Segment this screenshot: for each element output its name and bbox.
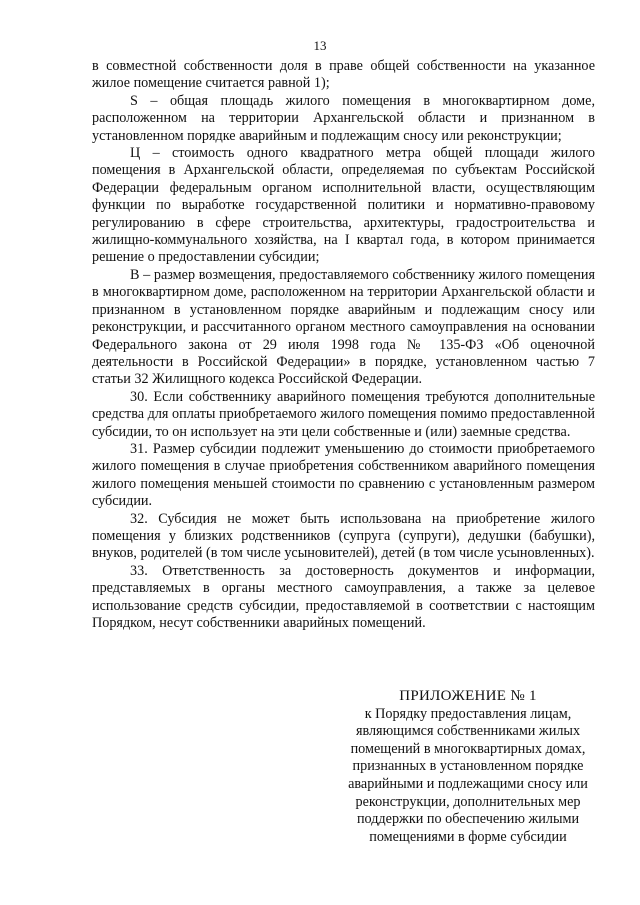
document-body (92, 58, 595, 632)
appendix-line: являющимся собственниками жилых (355, 723, 581, 740)
appendix-line: к Порядку предоставления лицам, (364, 705, 572, 722)
page-number: 13 (313, 38, 327, 53)
paragraph-item-32: 32. Субсидия не может быть использована на приобретение жилого помещения у близких родственников (супруга (супруги), дедушки (бабушки), внуков, родителей (в том числе усыновителей), детей (в том числе усыновленных). (92, 510, 595, 562)
appendix-line: признанных в установленном порядке (352, 758, 584, 775)
appendix-line: помещений в многоквартирных домах, (350, 740, 586, 757)
appendix-line: помещениями в форме субсидии (369, 828, 567, 845)
appendix-block (330, 688, 606, 846)
paragraph-definition-v: В – размер возмещения, предоставляемого собственнику жилого помещения в многоквартирном доме, расположенном на территории Архангельской области и признанном в установленном порядке аварийным и подлежащим сносу или реконструкции, и рассчитанного органом местного самоуправления на основании Федерального закона от 29 июля 1998 года № 135-ФЗ «Об оценочной деятельности в Российской Федерации» в порядке, установленном частью 7 статьи 32 Жилищного кодекса Российской Федерации. (92, 266, 595, 388)
appendix-line: поддержки по обеспечению жилыми (356, 811, 580, 828)
appendix-title: ПРИЛОЖЕНИЕ № 1 (399, 688, 537, 704)
paragraph-item-30: 30. Если собственнику аварийного помещения требуются дополнительные средства для оплаты приобретаемого жилого помещения помимо предоставленной субсидии, то он использует на эти цели собственные и (или) заемные средства. (92, 388, 595, 440)
paragraph-continuation: в совместной собственности доля в праве общей собственности на указанное жилое помещение считается равной 1); (92, 58, 595, 92)
paragraph-item-31: 31. Размер субсидии подлежит уменьшению до стоимости приобретаемого жилого помещения в случае приобретения собственником аварийного помещения жилого помещения меньшей стоимости по сравнению с установленным размером субсидии. (92, 440, 595, 510)
appendix-line: аварийными и подлежащими сносу или (348, 775, 588, 792)
paragraph-definition-s: S – общая площадь жилого помещения в многоквартирном доме, расположенном на территории Архангельской области и признанном в установленном порядке аварийным и подлежащим сносу или реконструкции; (92, 92, 595, 144)
paragraph-item-33: 33. Ответственность за достоверность документов и информации, представляемых в органы местного самоуправления, а также за целевое использование средств субсидии, предоставляемой в соответствии с настоящим Порядком, несут собственники аварийных помещений. (92, 562, 595, 631)
appendix-line: реконструкции, дополнительных мер (355, 793, 581, 810)
paragraph-definition-c: Ц – стоимость одного квадратного метра общей площади жилого помещения в Архангельской области, определяемая по субъектам Российской Федерации федеральным органом исполнительной власти, осуществляющим функции по выработке государственной политики и нормативно-правовому регулированию в сфере строительства, архитектуры, градостроительства и жилищно-коммунального хозяйства, на I квартал года, в котором принимается решение о предоставлении субсидии; (92, 145, 595, 266)
